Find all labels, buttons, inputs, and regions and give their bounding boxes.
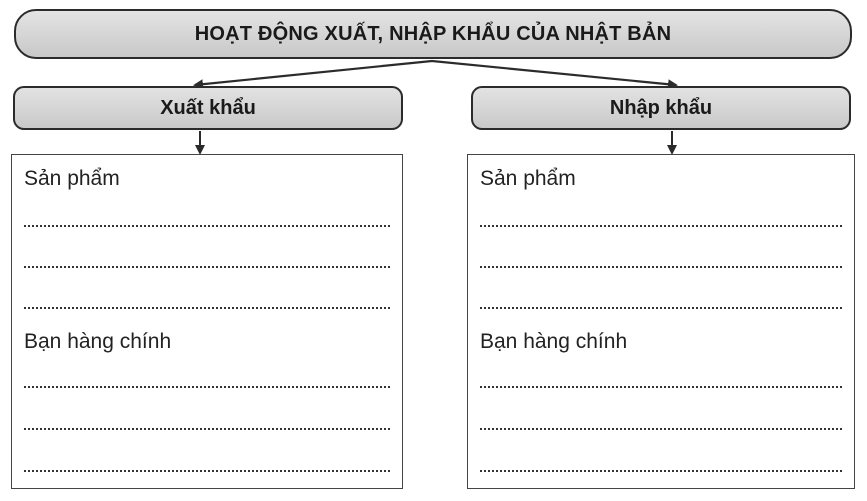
import-panel: [467, 154, 855, 489]
import-products-label: Sản phẩm: [480, 167, 576, 190]
diagram-title: HOẠT ĐỘNG XUẤT, NHẬP KHẨU CỦA NHẬT BẢN: [14, 9, 852, 59]
import-heading: Nhập khẩu: [609, 96, 713, 119]
export-products-blank-line[interactable]: [24, 225, 390, 227]
import-partners-blank-line[interactable]: [480, 470, 842, 472]
export-products-label: Sản phẩm: [24, 167, 120, 190]
export-heading-box: [13, 86, 403, 130]
import-products-blank-line[interactable]: [480, 266, 842, 268]
import-partners-label: Bạn hàng chính: [480, 330, 628, 353]
export-heading: Xuất khẩu: [160, 96, 256, 119]
import-heading-box: [471, 86, 851, 130]
export-partners-blank-line[interactable]: [24, 386, 390, 388]
export-products-blank-line[interactable]: [24, 266, 390, 268]
export-partners-blank-line[interactable]: [24, 470, 390, 472]
export-products-blank-line[interactable]: [24, 307, 390, 309]
export-panel: [11, 154, 403, 489]
export-partners-blank-line[interactable]: [24, 428, 390, 430]
import-partners-blank-line[interactable]: [480, 386, 842, 388]
export-partners-label: Bạn hàng chính: [24, 330, 172, 353]
import-partners-blank-line[interactable]: [480, 428, 842, 430]
arrow-to-export: [195, 61, 432, 85]
import-products-blank-line[interactable]: [480, 225, 842, 227]
import-products-blank-line[interactable]: [480, 307, 842, 309]
arrow-to-import: [432, 61, 676, 85]
